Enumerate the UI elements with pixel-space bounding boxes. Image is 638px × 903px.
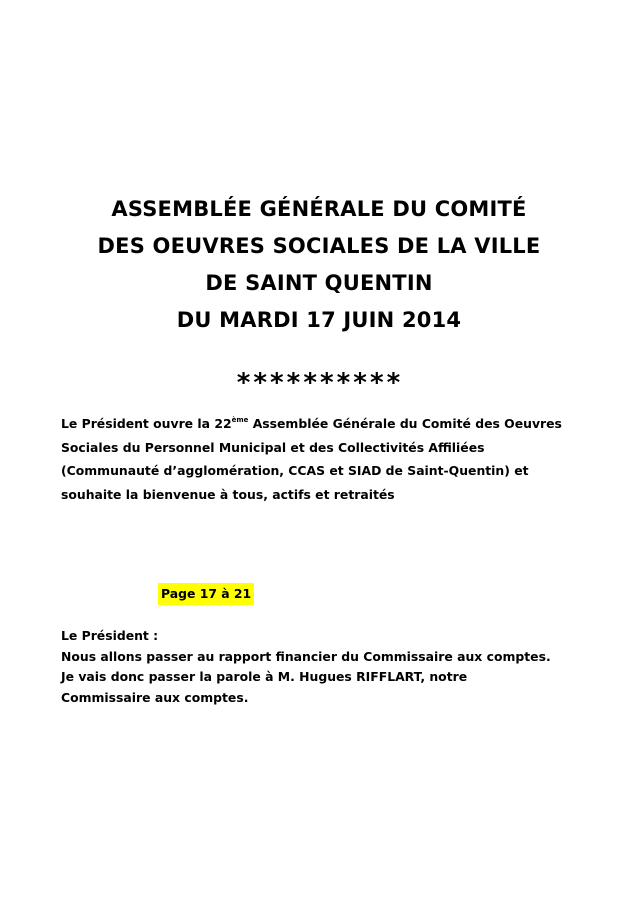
separator-stars: ********** (235, 368, 403, 398)
intro-line-1-end: Assemblée Générale du Comité des Oeuvres (248, 416, 562, 431)
title-line-1: ASSEMBLÉE GÉNÉRALE DU COMITÉ (111, 197, 527, 221)
intro-line-1-start: Le Président ouvre la 22 (61, 416, 232, 431)
document-title (40, 191, 598, 339)
title-line-4: DU MARDI 17 JUIN 2014 (176, 308, 462, 332)
title-line-3: DE SAINT QUENTIN (205, 271, 433, 295)
title-line-2: DES OEUVRES SOCIALES DE LA VILLE (97, 234, 541, 258)
speech-line-2: Je vais donc passer la parole à M. Hugues RIFFLART, notre (61, 669, 468, 684)
president-speech (61, 626, 606, 708)
speech-line-3: Commissaire aux comptes. (61, 689, 249, 705)
page-reference-highlight: Page 17 à 21 (158, 583, 254, 605)
intro-line-4: souhaite la bienvenue à tous, actifs et retraités (61, 486, 395, 502)
intro-line-3: (Communauté d’agglomération, CCAS et SIAD de Saint-Quentin) et (61, 463, 529, 478)
ordinal-superscript: ème (231, 415, 249, 424)
speech-line-1: Nous allons passer au rapport financier du Commissaire aux comptes. (61, 648, 551, 664)
intro-line-1 (61, 412, 606, 436)
speaker-label: Le Président : (61, 628, 159, 643)
intro-paragraph (61, 412, 606, 506)
intro-line-2: Sociales du Personnel Municipal et des Collectivités Affiliées (61, 439, 485, 455)
